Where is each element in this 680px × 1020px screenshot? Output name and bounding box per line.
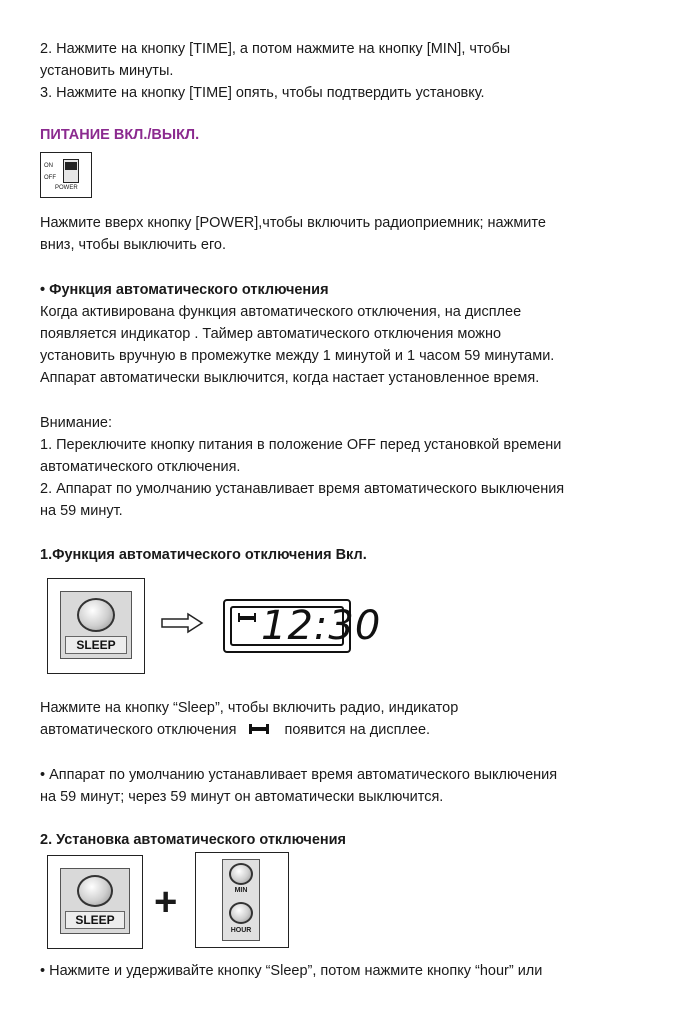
- sleep-label: SLEEP: [65, 636, 127, 654]
- hour-label: HOUR: [230, 927, 252, 934]
- section-1-text-2: [40, 719, 644, 741]
- auto-off-text-4: Аппарат автоматически выключится, когда настает установленное время.: [40, 370, 540, 386]
- attention-line-3: 2. Аппарат по умолчанию устанавливает время автоматического выключения: [40, 481, 565, 497]
- switch-on-label: ON: [44, 163, 53, 169]
- min-round-icon: [229, 863, 253, 885]
- section-1-text-1: Нажмите на кнопку “Sleep”, чтобы включить радио, индикатор: [40, 700, 459, 716]
- sleep-round-icon: [77, 598, 115, 632]
- auto-off-text-2: появляется индикатор . Таймер автоматического отключения можно: [40, 326, 502, 342]
- switch-off-label: OFF: [44, 175, 56, 181]
- attention-title: Внимание:: [40, 415, 113, 431]
- auto-off-text-1: Когда активирована функция автоматического отключения, на дисплее: [40, 304, 522, 320]
- step-2-line-2: установить минуты.: [40, 63, 174, 79]
- sleep-button: [60, 591, 132, 659]
- sleep-indicator-icon: [237, 611, 257, 623]
- power-text-1: Нажмите вверх кнопку [POWER],чтобы включить радиоприемник; нажмите: [40, 215, 546, 231]
- sleep-button-figure-2: [47, 855, 143, 949]
- power-heading: ПИТАНИЕ ВКЛ./ВЫКЛ.: [40, 127, 200, 143]
- section-1-text-2b: появится на дисплее.: [284, 722, 431, 738]
- section-1-bullet-1: • Аппарат по умолчанию устанавливает время автоматического выключения: [40, 767, 558, 783]
- sleep-button-figure: [47, 578, 145, 674]
- section-2-bullet-1: • Нажмите и удерживайте кнопку “Sleep”, потом нажмите кнопку “hour” или: [40, 963, 543, 979]
- auto-off-heading: • Функция автоматического отключения: [40, 282, 329, 298]
- switch-power-label: POWER: [55, 185, 78, 191]
- min-label: MIN: [234, 887, 248, 894]
- section-1-text-2a: автоматического отключения: [40, 722, 237, 738]
- hour-round-icon: [229, 902, 253, 924]
- sleep-indicator-icon: [248, 723, 270, 735]
- lcd-time: 12:30: [261, 603, 382, 649]
- min-hour-panel: [222, 859, 260, 941]
- step-2-line-1: 2. Нажмите на кнопку [TIME], а потом нажмите на кнопку [MIN], чтобы: [40, 41, 511, 57]
- section-2-heading: 2. Установка автоматического отключения: [40, 832, 347, 848]
- attention-line-4: на 59 минут.: [40, 503, 123, 519]
- power-switch-figure: [40, 152, 92, 198]
- arrow-right-icon: [160, 612, 204, 634]
- step-3-line: 3. Нажмите на кнопку [TIME] опять, чтобы подтвердить установку.: [40, 85, 485, 101]
- section-1-heading: 1.Функция автоматического отключения Вкл.: [40, 547, 367, 563]
- power-switch-icon: [63, 159, 79, 183]
- power-text-2: вниз, чтобы выключить его.: [40, 237, 227, 253]
- section-1-bullet-2: на 59 минут; через 59 минут он автоматически выключится.: [40, 789, 444, 805]
- sleep-round-icon: [77, 875, 113, 907]
- attention-line-2: автоматического отключения.: [40, 459, 241, 475]
- plus-sign: +: [154, 880, 178, 924]
- auto-off-text-3: установить вручную в промежутке между 1 минутой и 1 часом 59 минутами.: [40, 348, 555, 364]
- lcd-display: [223, 599, 382, 653]
- min-hour-figure: [195, 852, 289, 948]
- sleep-label: SLEEP: [65, 911, 125, 929]
- sleep-button: [60, 868, 130, 934]
- attention-line-1: 1. Переключите кнопку питания в положение OFF перед установкой времени: [40, 437, 562, 453]
